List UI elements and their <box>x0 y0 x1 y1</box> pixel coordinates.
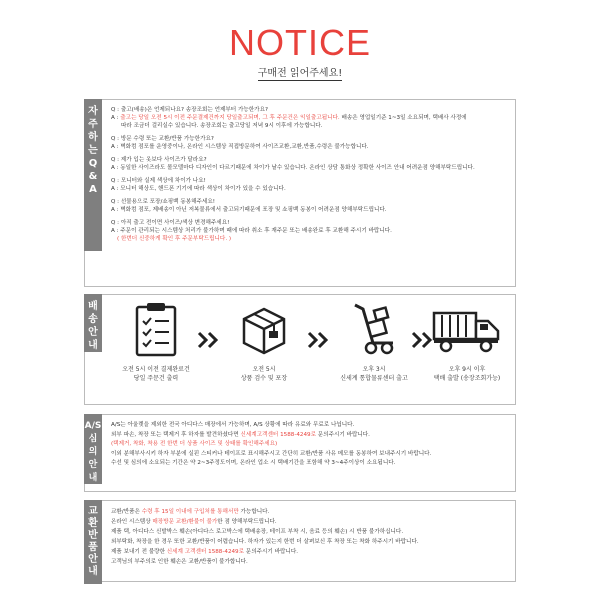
faq-answer: A : 벽화컴 점포, 제배송이 아닌 저복물류에서 출고되기때문에 포장 및 쇼핑백 동봉이 어려운점 양해부탁드립니다. <box>111 207 387 214</box>
as-tab: A/S 심 의 안 내 <box>84 414 102 484</box>
faq-answer-cont: 따라 조금더 걸리실수 있습니다. 송장조회는 출고당일 저녁 9시 이후에 가능합니다. <box>121 123 323 130</box>
as-text-note: (택제거, 착화, 착용 전 한번 더 상품 사이즈 및 상태를 확인해주세요) <box>111 441 278 447</box>
faq-answer: A : 주문이 관리되는 시스템상 처리가 불가하며 때에 따라 취소 후 재주문 또는 배송완료 후 교환해 주시기 바랍니다. <box>111 227 392 234</box>
faq-answer: A : 벽화컴 점포를 운영중이나, 온라인 시스템상 직접방문하여 사이즈교환,교환,반품,수령은 불가능합니다. <box>111 144 369 151</box>
returns-text: 교환/반품은 수령 후 15일 이내에 구입처를 통해서만 가능합니다. <box>111 509 270 515</box>
as-text: A/S는 아울렛을 제외한 전국 아디다스 매장에서 가능하며, A/S 상황에 따라 유료와 무료로 나뉩니다. <box>111 422 355 428</box>
step-desc: 신세계 통합물류센터 출고 <box>340 375 408 382</box>
step-time: 오후 3시 <box>362 366 386 373</box>
faq-item <box>111 106 509 131</box>
step-desc: 상품 검수 및 포장 <box>240 375 288 382</box>
faq-answer: A : 모니터 해상도, 핸드폰 기기에 따라 색상이 차이가 있을 수 있습니다. <box>111 186 286 193</box>
page-subtitle: 구매전 읽어주세요! <box>257 68 343 79</box>
faq-answer: A : 동일한 사이즈라도 몰모델마다 디자인이 다르기때문에 차이가 날수 있습니다. 온라인 상담 통화상 정확한 사이즈 안내 어려운점 양해부탁드립니다. <box>111 165 475 172</box>
faq-item <box>111 177 509 193</box>
chevron-right-icon <box>197 331 221 349</box>
faq-item <box>111 135 509 151</box>
returns-section <box>84 500 516 582</box>
page-title: NOTICE <box>228 22 371 63</box>
as-text: 이외 분해부사시키 하자 부분에 실핀 스티커나 테이프로 표시해주시고 간단히 교환/반품 사유 메모를 동봉하여 보내주시기 바랍니다. <box>111 450 432 457</box>
shipping-step <box>111 301 201 383</box>
faq-answer-note: ( 한번더 신중하게 확인 후 주문부탁드립니다. ) <box>117 236 232 243</box>
shipping-section <box>84 294 516 405</box>
faq-tab: 자 주 하 는 Q & A <box>84 99 102 251</box>
step-desc: 당일 주문건 출력 <box>133 375 179 382</box>
clipboard-icon <box>133 301 179 357</box>
returns-text: 제품 택, 아디다스 신발박스 훼손(아디다스 로고박스에 택배송장, 테이프 부착 시, 음료 등의 훼손) 시 반품 불가하십니다. <box>111 529 404 535</box>
shipping-step <box>329 301 419 383</box>
faq-question: Q : 모니터와 실제 색상에 차이가 나요! <box>111 177 206 184</box>
chevron-right-icon <box>307 331 331 349</box>
returns-text: 제품 보내기 전 불량한 신세계 고객센터 1588-4249로 문의주시기 바랍니다. <box>111 549 298 555</box>
step-time: 오후 9시 이후 <box>448 366 486 373</box>
delivery-truck-icon <box>432 301 502 357</box>
as-text: 수선 및 심의에 소요되는 기간은 약 2~3주정도이며, 온라인 업소 시 택배기간을 포함해 약 3~4주이상이 소요됩니다. <box>111 460 396 466</box>
step-time: 오전 5시 이전 결제완료건 <box>122 366 190 373</box>
faq-section <box>84 99 516 287</box>
faq-answer: A : 출고는 당일 오전 5시 이전 주문결제건까지 당일출고되며, 그 후 주문건은 익일출고됩니다. 배송은 영업일기준 1~3일 소요되며, 택배사 사정에 <box>111 115 467 122</box>
faq-question: Q : 출고(배송)은 언제되나요? 송장조회는 언제부터 가능한가요? <box>111 107 268 113</box>
faq-question: Q : 제가 입는 옷보다 사이즈가 달라요? <box>111 157 207 164</box>
faq-question: Q : 선물용으로 포장/쇼핑백 동봉해주세요! <box>111 198 215 205</box>
step-desc: 택배 출발 (송장조회가능) <box>433 375 501 382</box>
returns-text: 고객님의 부주의로 인한 훼손은 교환/반품이 불가합니다. <box>111 559 248 565</box>
faq-item <box>111 198 509 214</box>
package-box-icon <box>236 301 292 357</box>
faq-item <box>111 219 509 244</box>
as-text: 외부 파손, 착장 또는 택제거 후 하자를 발견하셨다면 신세계고객센터 1588-4249로 문의주시기 바랍니다. <box>111 431 370 438</box>
step-time: 오전 5시 <box>252 366 276 373</box>
returns-text: 외부탁화, 착장을 한 경우 또한 교환/반품이 어렵습니다. 하자가 있는지 한번 더 살펴보신 후 착장 또는 착화 하주시기 바랍니다. <box>111 539 419 545</box>
hand-truck-icon <box>349 301 399 357</box>
as-section <box>84 414 516 492</box>
returns-text: 온라인 시스템상 매장방문 교환/환불이 불가한 점 양해부탁드립니다. <box>111 519 277 525</box>
faq-question: Q : 아직 출고 전이면 사이즈/색상 변경해주세요! <box>111 219 230 226</box>
shipping-tab: 배 송 안 내 <box>84 294 102 352</box>
returns-tab: 교 환 반 품 안 내 <box>84 500 102 584</box>
faq-item <box>111 156 509 172</box>
faq-question: Q : 방문 수령 또는 교환/반품 가능한가요? <box>111 136 214 143</box>
shipping-step <box>219 301 309 383</box>
shipping-step <box>421 301 513 383</box>
